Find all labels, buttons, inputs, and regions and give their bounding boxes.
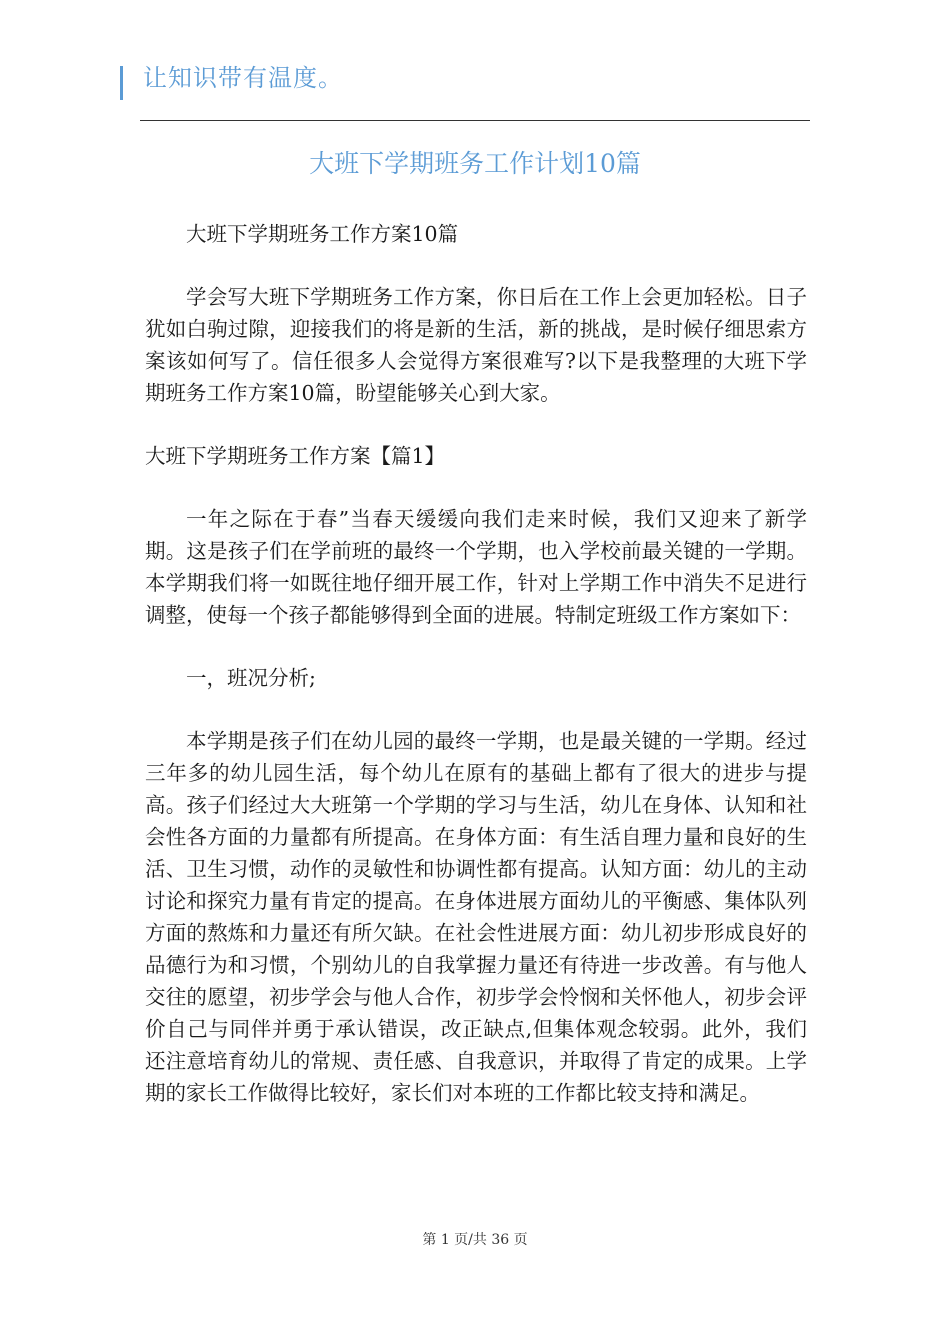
- intro-paragraph: 学会写大班下学期班务工作方案，你日后在工作上会更加轻松。日子犹如白驹过隙，迎接我们的将是新的生活，新的挑战，是时候仔细思索方案该如何写了。信任很多人会觉得方案很难写?以下是我整理的大班下学期班务工作方案10篇，盼望能够关心到大家。: [145, 285, 807, 405]
- body-paragraph: 一年之际在于春”当春天缓缓向我们走来时候，我们又迎来了新学期。这是孩子们在学前班的最终一个学期，也入学校前最关键的一学期。本学期我们将一如既往地仔细开展工作，针对上学期工作中消失不足进行调整，使每一个孩子都能够得到全面的进展。特制定班级工作方案如下：: [145, 507, 807, 627]
- body-paragraph: 本学期是孩子们在幼儿园的最终一学期，也是最关键的一学期。经过三年多的幼儿园生活，每个幼儿在原有的基础上都有了很大的进步与提高。孩子们经过大大班第一个学期的学习与生活，幼儿在身体、认知和社会性各方面的力量都有所提高。在身体方面：有生活自理力量和良好的生活、卫生习惯，动作的灵敏性和协调性都有提高。认知方面：幼儿的主动讨论和探究力量有肯定的提高。在身体进展方面幼儿的平衡感、集体队列方面的熬炼和力量还有所欠缺。在社会性进展方面：幼儿初步形成良好的品德行为和习惯，个别幼儿的自我掌握力量还有待进一步改善。有与他人交往的愿望，初步学会与他人合作，初步学会怜悯和关怀他人，初步会评价自己与同伴并勇于承认错误，改正缺点,但集体观念较弱。此外，我们还注意培育幼儿的常规、责任感、自我意识，并取得了肯定的成果。上学期的家长工作做得比较好，家长们对本班的工作都比较支持和满足。: [145, 729, 807, 1105]
- header-divider: [140, 120, 810, 121]
- header-slogan: 让知识带有温度。: [143, 64, 343, 92]
- header-accent-bar: [120, 66, 123, 100]
- section-heading: 大班下学期班务工作方案【篇1】: [145, 444, 446, 468]
- document-title: 大班下学期班务工作计划10篇: [309, 149, 641, 178]
- document-body: [145, 218, 807, 1140]
- page-number: 第 1 页/共 36 页: [422, 1232, 528, 1248]
- subsection-heading: 一，班况分析;: [186, 666, 316, 690]
- subtitle-paragraph: 大班下学期班务工作方案10篇: [186, 222, 459, 246]
